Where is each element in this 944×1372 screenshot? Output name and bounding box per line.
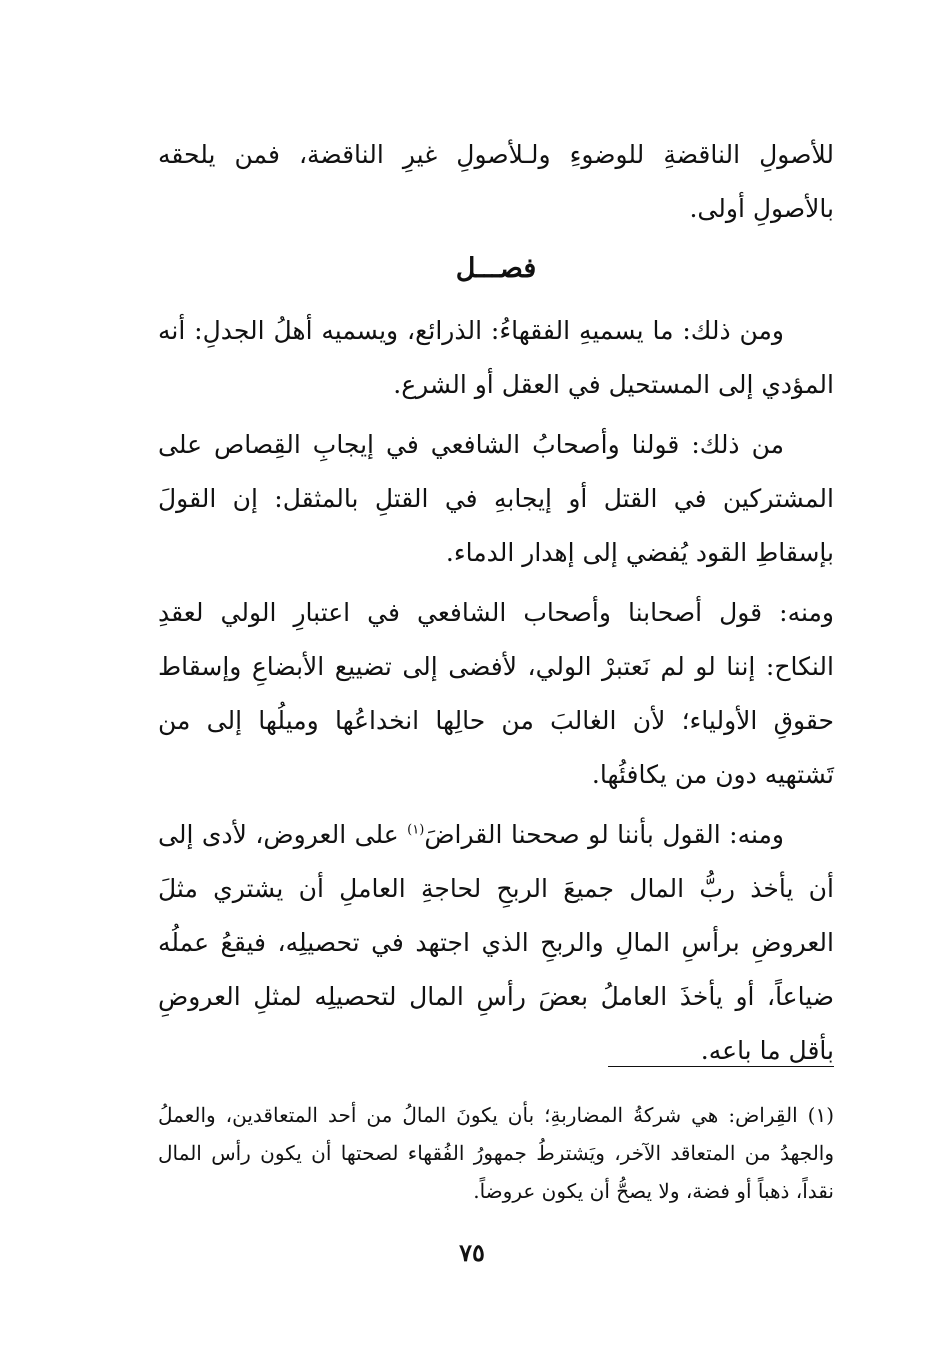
footnote: (١) القِراض: هي شركةُ المضاربةِ؛ بأن يكونَ المالُ من أحد المتعاقدين، والعملُ والجهدُ من المتعاقد الآخر، ويَشترطُ جمهورُ الفُقهاء لصحتها أن يكون رأس المال نقداً، ذهباً أو فضة، ولا يصحُّ أن يكون عروضاً. bbox=[158, 1103, 834, 1203]
paragraph-2: ومن ذلك: ما يسميهِ الفقهاءُ: الذرائع، ويسميه أهلُ الجدلِ: أنه المؤدي إلى المستحيل في العقل أو الشرع. bbox=[158, 316, 834, 399]
section-title: فصـــل bbox=[455, 253, 537, 284]
paragraph-5-end: على العروض، لأدى إلى أن يأخذ ربُّ المال جميعَ الربحِ لحاجةِ العاملِ أن يشتري مثلَ العروضِ برأسِ المالِ والربحِ الذي اجتهد في تحصيلِه، فيقعُ عملُه ضياعاً، أو يأخذَ العاملُ بعضَ رأسِ المال لتحصيلِه لمثلِ العروضِ بأقل ما باعه. bbox=[158, 820, 834, 1065]
footnote-divider bbox=[608, 1066, 834, 1067]
paragraph-5 bbox=[158, 808, 834, 1078]
page-body bbox=[158, 128, 834, 1084]
paragraph-5-start: ومنه: القول بأننا لو صححنا القراضَ bbox=[424, 820, 784, 849]
paragraph-4: ومنه: قول أصحابنا وأصحاب الشافعي في اعتبارِ الولي لعقدِ النكاح: إننا لو لم نَعتبرْ الولي، لأفضى إلى تضييع الأبضاعِ وإسقاط حقوقِ الأولياء؛ لأن الغالبَ من حالِها انخداعُها وميلُها إلى من تَشتهيه دون من يكافئُها. bbox=[158, 598, 834, 789]
paragraph-3: من ذلك: قولنا وأصحابُ الشافعي في إيجابِ القِصاص على المشتركين في القتل أو إيجابهِ في القتلِ بالمثقل: إن القولَ بإسقاطِ القود يُفضي إلى إهدار الدماء. bbox=[158, 430, 834, 567]
paragraph-1: للأصولِ الناقضةِ للوضوءِ ولـلأصولِ غيرِ الناقضة، فمن يلحقه بالأصولِ أولى. bbox=[158, 140, 834, 223]
footnote-reference: (١) bbox=[407, 822, 425, 838]
page-number: ٧٥ bbox=[459, 1238, 485, 1267]
